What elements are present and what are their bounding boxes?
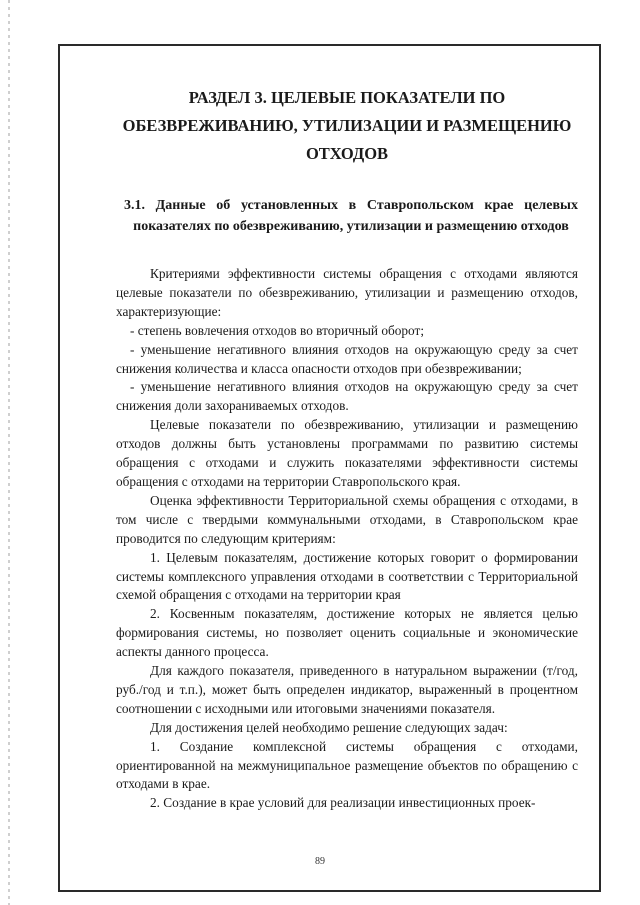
- list-item: - уменьшение негативного влияния отходов на окружающую среду за счет снижения доли захораниваемых отходов.: [116, 379, 578, 414]
- paragraph: Оценка эффективности Территориальной схемы обращения с отходами, в том числе с твердыми коммунальными отходами, в Ставропольском крае проводится по следующим критериям:: [116, 492, 578, 546]
- numbered-item: 1. Целевым показателям, достижение которых говорит о формировании системы комплексного управления отходами в соответствии с Территориальной схемой обращения с отходами на территории края: [116, 549, 578, 603]
- page-number: 89: [315, 856, 325, 867]
- numbered-item: 2. Создание в крае условий для реализации инвестиционных проек-: [150, 795, 536, 811]
- list-item: - уменьшение негативного влияния отходов на окружающую среду за счет снижения количества и класса опасности отходов при обезвреживании;: [116, 341, 578, 376]
- paragraph: Критериями эффективности системы обращения с отходами являются целевые показатели по обезвреживанию, утилизации и размещению отходов, характеризующие:: [116, 266, 578, 319]
- subsection-title: 3.1. Данные об установленных в Ставропольском крае целевых показателях по обезвреживанию, утилизации и размещению отходов: [124, 198, 578, 234]
- body-text: [116, 265, 578, 813]
- numbered-item: 1. Создание комплексной системы обращения с отходами, ориентированной на межмуниципальное размещение объектов по обращению с отходами в крае.: [116, 738, 578, 792]
- paragraph: Для достижения целей необходимо решение следующих задач:: [150, 719, 508, 735]
- list-item: - степень вовлечения отходов во вторичный оборот;: [130, 322, 425, 338]
- scan-edge-artifact: [8, 0, 10, 905]
- paragraph: Целевые показатели по обезвреживанию, утилизации и размещению отходов должны быть установлены программами по развитию системы обращения с отходами и служить показателями эффективности системы обращения с отходами на территории Ставропольского края.: [116, 417, 578, 489]
- document-content: [116, 84, 578, 813]
- numbered-item: 2. Косвенным показателям, достижение которых не является целью формирования системы, но позволяет оценить социальные и экономические аспекты данного процесса.: [116, 606, 578, 660]
- section-title: РАЗДЕЛ 3. ЦЕЛЕВЫЕ ПОКАЗАТЕЛИ ПО ОБЕЗВРЕЖИВАНИЮ, УТИЛИЗАЦИИ И РАЗМЕЩЕНИЮ ОТХОДОВ: [122, 88, 572, 163]
- paragraph: Для каждого показателя, приведенного в натуральном выражении (т/год, руб./год и т.п.), может быть определен индикатор, выраженный в процентном соотношении с исходными или итоговыми значениями показателя.: [116, 663, 578, 716]
